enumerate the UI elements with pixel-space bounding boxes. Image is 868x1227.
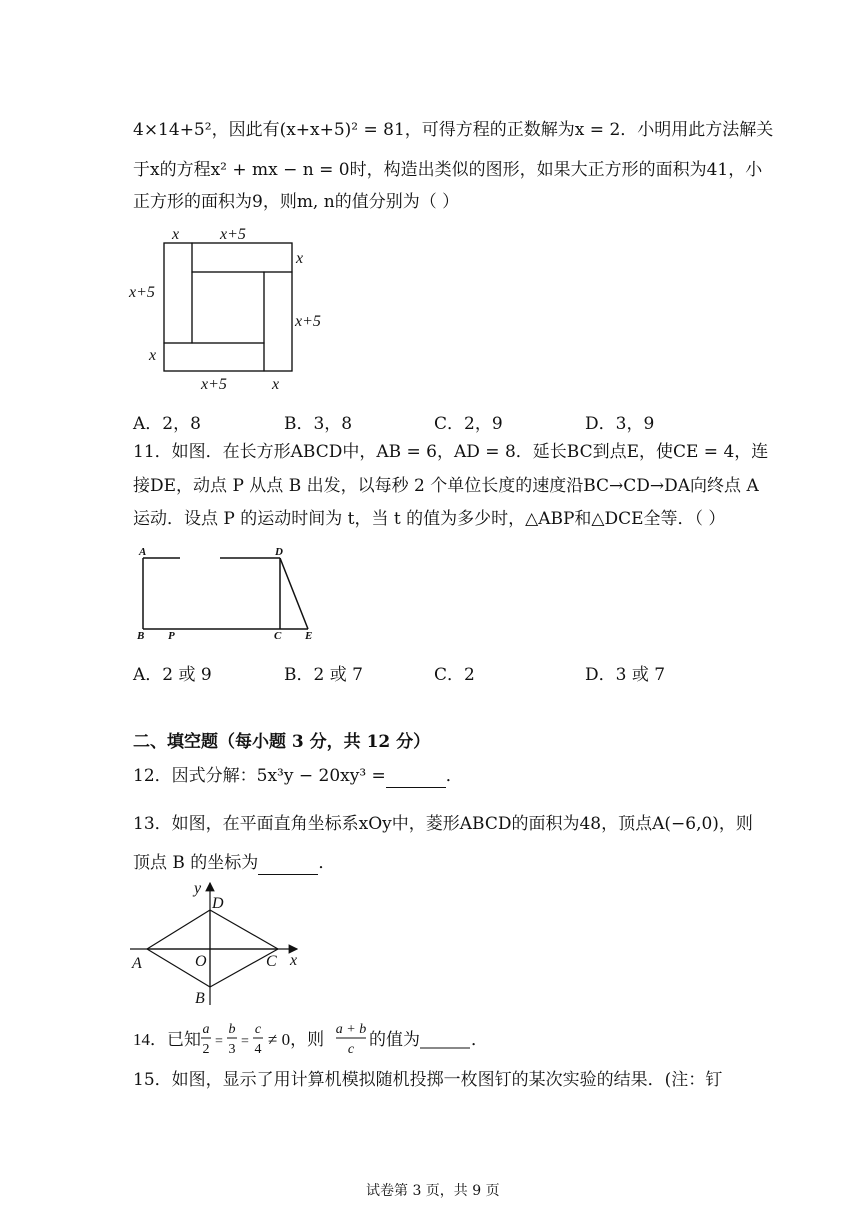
q14-frac2-denominator: 3 — [228, 1042, 236, 1057]
q11-label-d: D — [275, 546, 283, 558]
q14-frac4-denominator: c — [347, 1042, 355, 1057]
q13-line-2 — [133, 852, 335, 875]
q10-square-figure — [125, 222, 345, 397]
q13-label-d: D — [212, 895, 224, 912]
q14-frac1-numerator: a — [202, 1022, 210, 1037]
q10-label-bottom-x5: x+5 — [201, 376, 227, 393]
q11-option-d: D．3 或 7 — [585, 665, 666, 685]
q13-line-2-text: 顶点 B 的坐标为 — [133, 853, 259, 873]
q11-option-c: C．2 — [434, 665, 475, 685]
q10-label-top-x5: x+5 — [220, 226, 246, 243]
q14-frac4-numerator: a + b — [335, 1022, 367, 1037]
q13-label-a: A — [132, 955, 142, 972]
q10-option-d: D．3，9 — [585, 414, 655, 434]
q12-end: ． — [445, 766, 463, 786]
q14-prefix: 14．已知 — [133, 1030, 201, 1049]
q11-label-c: C — [274, 630, 282, 642]
q11-line-1: 11．如图．在长方形ABCD中，AB = 6，AD = 8．延长BC到点E，使CE = 4，连 — [133, 442, 769, 462]
q13-label-o: O — [195, 953, 207, 970]
q13-label-c: C — [266, 953, 277, 970]
q12-line — [133, 765, 463, 788]
q13-line-1: 13．如图，在平面直角坐标系xOy中，菱形ABCD的面积为48，顶点A(−6,0)，则 — [133, 814, 753, 834]
q10-label-left-x5: x+5 — [129, 284, 155, 301]
q13-rhombus-figure — [125, 877, 310, 1009]
page-footer: 试卷第 3 页，共 9 页 — [366, 1183, 500, 1199]
q14-frac1-denominator: 2 — [202, 1042, 210, 1057]
q10-option-b: B．3，8 — [284, 414, 353, 434]
q13-answer-blank — [258, 852, 318, 875]
q10-label-top-x: x — [172, 226, 180, 243]
q10-option-c: C．2，9 — [434, 414, 503, 434]
q10-label-right-x5: x+5 — [295, 313, 321, 330]
q14-neq-text: ≠ 0，则 — [268, 1030, 325, 1049]
q10-line-1: 4×14+5²，因此有(x+x+5)² = 81，可得方程的正数解为x = 2．小明用此方法解关 — [133, 120, 774, 140]
q10-line-2: 于x的方程x² + mx − n = 0时，构造出类似的图形，如果大正方形的面积为41，小 — [133, 160, 763, 180]
q15-line-1: 15．如图，显示了用计算机模拟随机投掷一枚图钉的某次实验的结果．(注：钉 — [133, 1070, 723, 1090]
q12-answer-blank — [386, 765, 446, 788]
q11-label-e: E — [305, 630, 313, 642]
q14-frac3-denominator: 4 — [254, 1042, 262, 1057]
section-heading-fill-in: 二、填空题（每小题 3 分，共 12 分） — [133, 732, 431, 752]
q13-label-b: B — [195, 990, 205, 1007]
q11-label-p: P — [168, 630, 175, 642]
q11-label-a: A — [139, 546, 147, 558]
q11-line-3: 运动．设点 P 的运动时间为 t，当 t 的值为多少时，△ABP和△DCE全等．（ ） — [133, 509, 726, 529]
q11-rectangle-figure — [130, 540, 330, 645]
q11-label-b: B — [137, 630, 145, 642]
q10-option-a: A．2，8 — [133, 414, 201, 434]
q13-label-y-axis: y — [194, 880, 202, 897]
q10-line-3: 正方形的面积为9，则m, n的值分别为（ ） — [133, 192, 460, 212]
q14-frac3-numerator: c — [254, 1022, 262, 1037]
q14-line — [133, 1018, 553, 1060]
q14-suffix: 的值为 — [369, 1030, 420, 1049]
q11-line-2: 接DE，动点 P 从点 B 出发，以每秒 2 个单位长度的速度沿BC→CD→DA向终点 A — [133, 476, 759, 496]
q13-end: ． — [318, 853, 336, 873]
q13-label-x-axis: x — [290, 952, 298, 969]
q11-option-a: A．2 或 9 — [133, 665, 212, 685]
q14-frac2-numerator: b — [228, 1022, 236, 1037]
q14-end: ． — [471, 1030, 488, 1049]
q10-label-bottom-x: x — [272, 376, 280, 393]
q10-label-left-x: x — [149, 347, 157, 364]
q14-eq-1: = — [215, 1034, 223, 1049]
q10-label-right-x: x — [296, 250, 304, 267]
q11-option-b: B．2 或 7 — [284, 665, 363, 685]
q12-text: 12．因式分解：5x³y − 20xy³ = — [133, 766, 386, 786]
q14-eq-2: = — [241, 1034, 249, 1049]
